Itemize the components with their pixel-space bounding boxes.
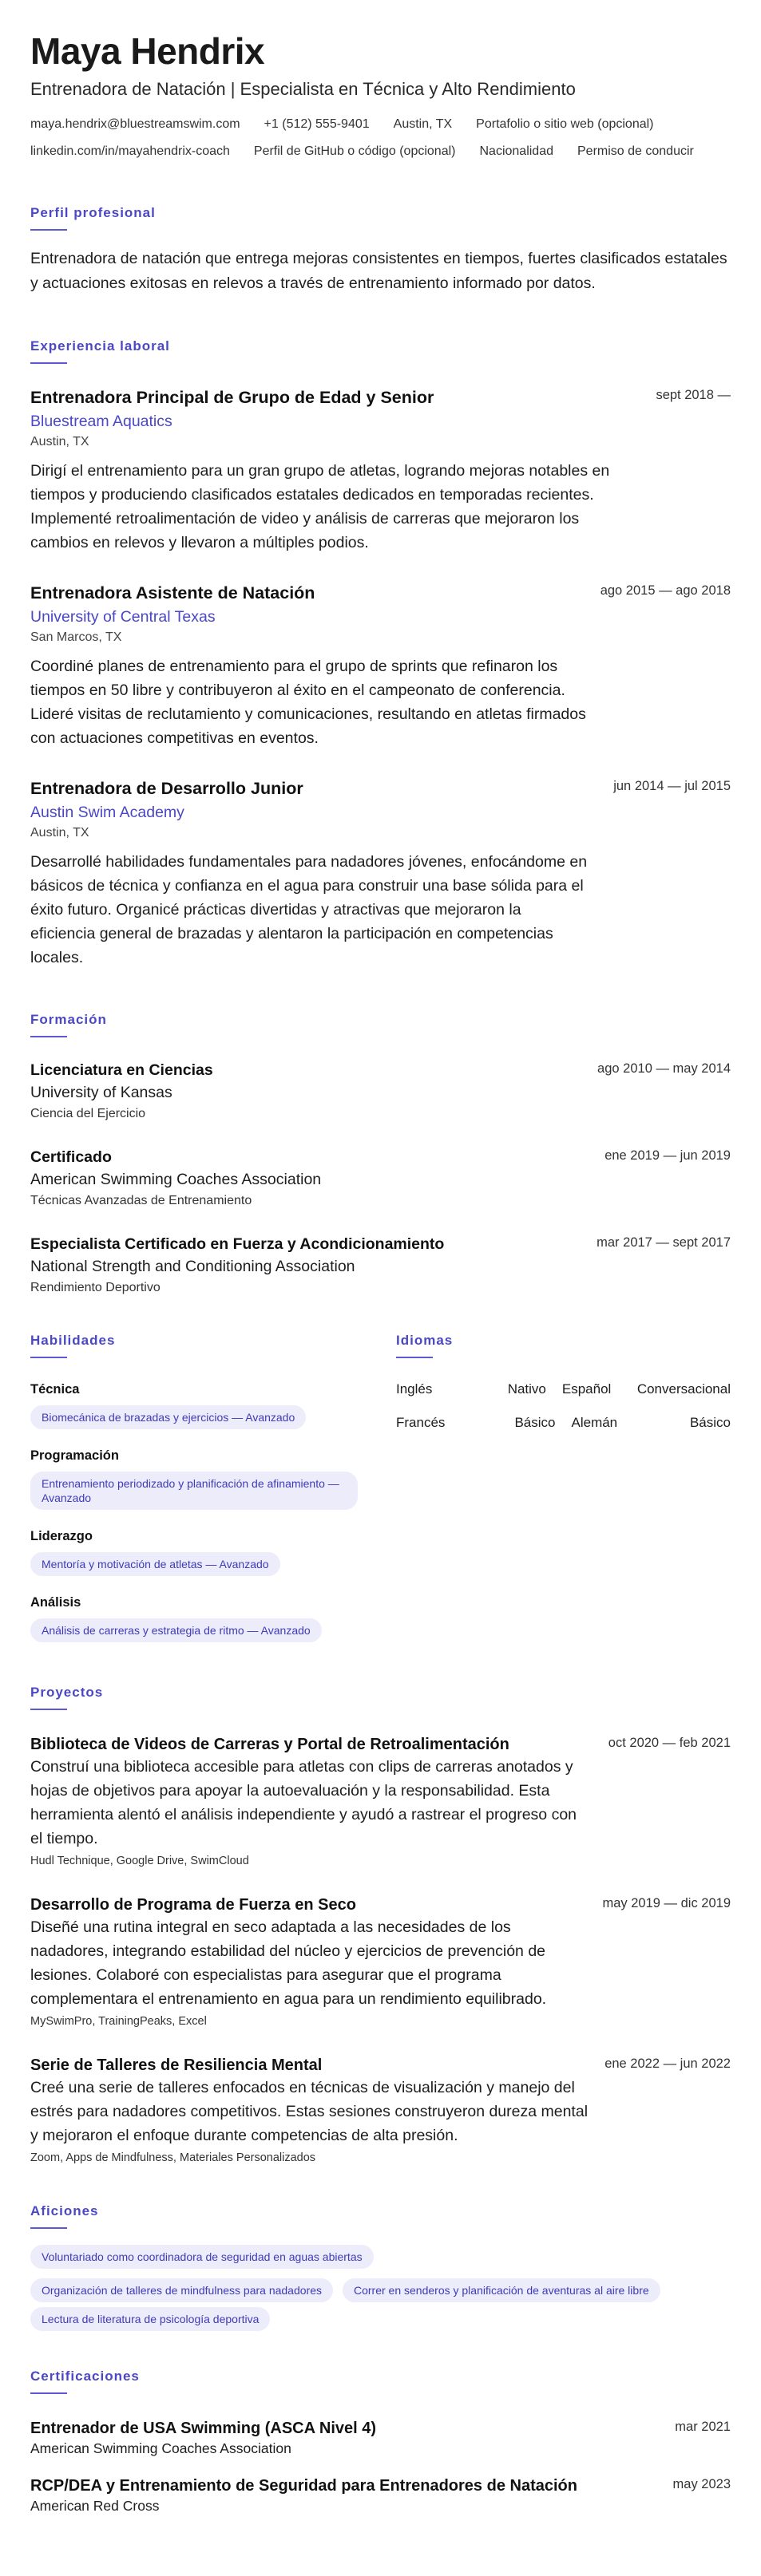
- project-entry: [30, 1734, 731, 1869]
- education-entry: [30, 1060, 731, 1123]
- skill-group: [30, 1527, 358, 1576]
- education-institution: University of Kansas: [30, 1084, 172, 1101]
- languages-section: [396, 1332, 731, 1660]
- skills-languages-row: [30, 1332, 731, 1660]
- certification-title: Entrenador de USA Swimming (ASCA Nivel 4): [30, 2420, 377, 2437]
- job-description: Coordiné planes de entrenamiento para el grupo de sprints que refinaron los tiempos en 50 libre y contribuyeron al éxito en el campeonato de conferencia. Lideré visitas de reclutamiento y comunicaciones, resultando en atletas firmados con actuaciones competitivas en eventos.: [30, 658, 586, 747]
- projects-section: [30, 1684, 731, 2166]
- hobby-pill: Organización de talleres de mindfulness para nadadores: [30, 2278, 333, 2302]
- summary-section: [30, 204, 731, 296]
- experience-entry: [30, 777, 731, 970]
- section-divider: [30, 1709, 67, 1710]
- section-divider: [30, 2227, 67, 2229]
- education-date: mar 2017 — sept 2017: [597, 1235, 731, 1250]
- language-level: Nativo: [507, 1381, 546, 1397]
- experience-entry: [30, 582, 731, 750]
- section-title: Experiencia laboral: [30, 338, 170, 354]
- job-date: sept 2018 —: [656, 388, 731, 402]
- job-date: jun 2014 — jul 2015: [613, 779, 731, 793]
- section-title: Idiomas: [396, 1333, 454, 1348]
- education-degree: Certificado: [30, 1148, 112, 1166]
- job-company: Austin Swim Academy: [30, 804, 184, 821]
- education-degree: Licenciatura en Ciencias: [30, 1061, 213, 1079]
- project-date: ene 2022 — jun 2022: [604, 2056, 731, 2071]
- language-name: Inglés: [396, 1381, 433, 1397]
- skill-category: Programación: [30, 1448, 119, 1463]
- project-date: may 2019 — dic 2019: [602, 1896, 731, 1910]
- certification-issuer: American Red Cross: [30, 2498, 160, 2514]
- contact-email[interactable]: maya.hendrix@bluestreamswim.com: [30, 117, 240, 131]
- language-level: Básico: [514, 1415, 556, 1430]
- section-divider: [30, 2392, 67, 2394]
- section-divider: [30, 1357, 67, 1358]
- section-title: Certificaciones: [30, 2369, 140, 2384]
- job-description: Desarrollé habilidades fundamentales para nadadores jóvenes, enfocándome en básicos de técnica y confianza en el agua para construir una base sólida para el éxito futuro. Organicé prácticas divertidas y atractivas que mejoraron la eficiencia general de brazadas y alentaron la participación en competencias locales.: [30, 853, 588, 966]
- job-title: Entrenadora Principal de Grupo de Edad y Senior: [30, 388, 434, 407]
- language-name: Alemán: [571, 1415, 618, 1430]
- candidate-name: Maya Hendrix: [30, 30, 265, 72]
- job-location: Austin, TX: [30, 826, 89, 840]
- certification-entry: [30, 2475, 731, 2515]
- section-title: Formación: [30, 1012, 107, 1027]
- section-divider: [30, 229, 67, 231]
- skills-section: [30, 1332, 358, 1660]
- project-entry: [30, 1894, 731, 2029]
- skill-group: [30, 1381, 358, 1429]
- language-row: [396, 1414, 731, 1432]
- project-title: Biblioteca de Videos de Carreras y Portal de Retroalimentación: [30, 1736, 509, 1753]
- project-date: oct 2020 — feb 2021: [608, 1736, 731, 1750]
- project-title: Desarrollo de Programa de Fuerza en Seco: [30, 1896, 356, 1914]
- certification-date: mar 2021: [675, 2420, 731, 2434]
- education-field: Ciencia del Ejercicio: [30, 1107, 146, 1120]
- language-name: Francés: [396, 1415, 446, 1430]
- experience-entry: [30, 386, 731, 555]
- education-date: ago 2010 — may 2014: [597, 1061, 731, 1076]
- certification-title: RCP/DEA y Entrenamiento de Seguridad para Entrenadores de Natación: [30, 2477, 577, 2495]
- resume-header: [30, 30, 731, 160]
- education-field: Rendimiento Deportivo: [30, 1281, 161, 1294]
- contact-github[interactable]: Perfil de GitHub o código (opcional): [253, 144, 456, 158]
- project-tools: Zoom, Apps de Mindfulness, Materiales Personalizados: [30, 2151, 316, 2164]
- contact-list: [30, 117, 731, 160]
- job-company: Bluestream Aquatics: [30, 413, 172, 430]
- certification-issuer: American Swimming Coaches Association: [30, 2440, 291, 2456]
- project-description: Diseñé una rutina integral en seco adaptada a las necesidades de los nadadores, integrando estabilidad del núcleo y ejercicios de prevención de lesiones. Colaboré con especialistas para asegurar que el programa complementara el entrenamiento en agua para un rendimiento equilibrado.: [30, 1918, 547, 2008]
- contact-location: Austin, TX: [393, 117, 453, 131]
- education-date: ene 2019 — jun 2019: [604, 1148, 731, 1163]
- summary-text: Entrenadora de natación que entrega mejoras consistentes en tiempos, fuertes clasificados estatales y actuaciones exitosas en relevos a través de entrenamiento informado por datos.: [30, 250, 727, 292]
- skill-pill: Análisis de carreras y estrategia de ritmo — Avanzado: [30, 1618, 322, 1642]
- certification-date: may 2023: [672, 2477, 731, 2491]
- skill-group: [30, 1594, 358, 1642]
- skill-category: Técnica: [30, 1382, 80, 1397]
- language-name: Español: [561, 1381, 612, 1397]
- education-section: [30, 1011, 731, 1297]
- project-tools: Hudl Technique, Google Drive, SwimCloud: [30, 1855, 249, 1867]
- hobby-pill: Voluntariado como coordinadora de seguridad en aguas abiertas: [30, 2245, 374, 2269]
- skill-category: Liderazgo: [30, 1529, 93, 1543]
- hobby-pill: Correr en senderos y planificación de aventuras al aire libre: [343, 2278, 660, 2302]
- section-divider: [30, 1036, 67, 1037]
- language-level: Conversacional: [636, 1381, 731, 1397]
- contact-nationality: Nacionalidad: [479, 144, 553, 158]
- job-company: University of Central Texas: [30, 608, 216, 626]
- experience-section: [30, 338, 731, 970]
- job-description: Dirigí el entrenamiento para un gran grupo de atletas, logrando mejoras notables en tiempos y produciendo clasificados estatales dedicados en temporadas recientes. Implementé retroalimentación de video y análisis de carreras que mejoraron los cambios en relevos y llevaron a múltiples podios.: [30, 462, 610, 551]
- certifications-section: [30, 2368, 731, 2515]
- job-date: ago 2015 — ago 2018: [600, 583, 731, 598]
- project-entry: [30, 2055, 731, 2166]
- section-divider: [30, 362, 67, 364]
- section-title: Perfil profesional: [30, 205, 156, 220]
- contact-driving-license: Permiso de conducir: [577, 144, 694, 158]
- skill-category: Análisis: [30, 1595, 81, 1610]
- education-entry: [30, 1234, 731, 1297]
- certification-entry: [30, 2418, 731, 2458]
- job-title: Entrenadora Asistente de Natación: [30, 583, 315, 603]
- skill-pill: Mentoría y motivación de atletas — Avanzado: [30, 1552, 280, 1576]
- section-title: Proyectos: [30, 1685, 104, 1700]
- skill-pill: Biomecánica de brazadas y ejercicios — Avanzado: [30, 1405, 306, 1429]
- job-location: San Marcos, TX: [30, 630, 122, 644]
- candidate-headline: Entrenadora de Natación | Especialista en Técnica y Alto Rendimiento: [30, 79, 576, 99]
- contact-phone[interactable]: +1 (512) 555-9401: [264, 117, 370, 131]
- contact-linkedin[interactable]: linkedin.com/in/mayahendrix-coach: [30, 144, 230, 158]
- section-divider: [396, 1357, 433, 1358]
- education-field: Técnicas Avanzadas de Entrenamiento: [30, 1194, 252, 1207]
- project-title: Serie de Talleres de Resiliencia Mental: [30, 2056, 323, 2074]
- hobby-pill: Lectura de literatura de psicología deportiva: [30, 2307, 270, 2331]
- hobbies-section: [30, 2203, 731, 2331]
- project-description: Construí una biblioteca accesible para atletas con clips de carreras anotados y hojas de objetivos para apoyar la autoevaluación y la responsabilidad. Esta herramienta alentó el análisis independiente y ayudó a rastrear el progreso con el tiempo.: [30, 1758, 577, 1847]
- skill-pill: Entrenamiento periodizado y planificación de afinamiento — Avanzado: [30, 1472, 358, 1510]
- education-degree: Especialista Certificado en Fuerza y Acondicionamiento: [30, 1235, 445, 1253]
- education-institution: National Strength and Conditioning Association: [30, 1258, 355, 1275]
- education-entry: [30, 1147, 731, 1210]
- job-location: Austin, TX: [30, 435, 89, 448]
- education-institution: American Swimming Coaches Association: [30, 1171, 322, 1188]
- language-row: [396, 1381, 731, 1398]
- project-tools: MySwimPro, TrainingPeaks, Excel: [30, 2015, 207, 2028]
- skill-group: [30, 1447, 358, 1510]
- hobby-list: [30, 2245, 731, 2331]
- language-level: Básico: [689, 1415, 731, 1430]
- contact-portfolio[interactable]: Portafolio o sitio web (opcional): [476, 117, 654, 131]
- project-description: Creé una serie de talleres enfocados en técnicas de visualización y manejo del estrés para nadadores competitivos. Estas sesiones construyeron dureza mental y mejoraron el enfoque durante competencias de alta presión.: [30, 2079, 589, 2144]
- job-title: Entrenadora de Desarrollo Junior: [30, 779, 303, 798]
- section-title: Aficiones: [30, 2203, 99, 2218]
- section-title: Habilidades: [30, 1333, 116, 1348]
